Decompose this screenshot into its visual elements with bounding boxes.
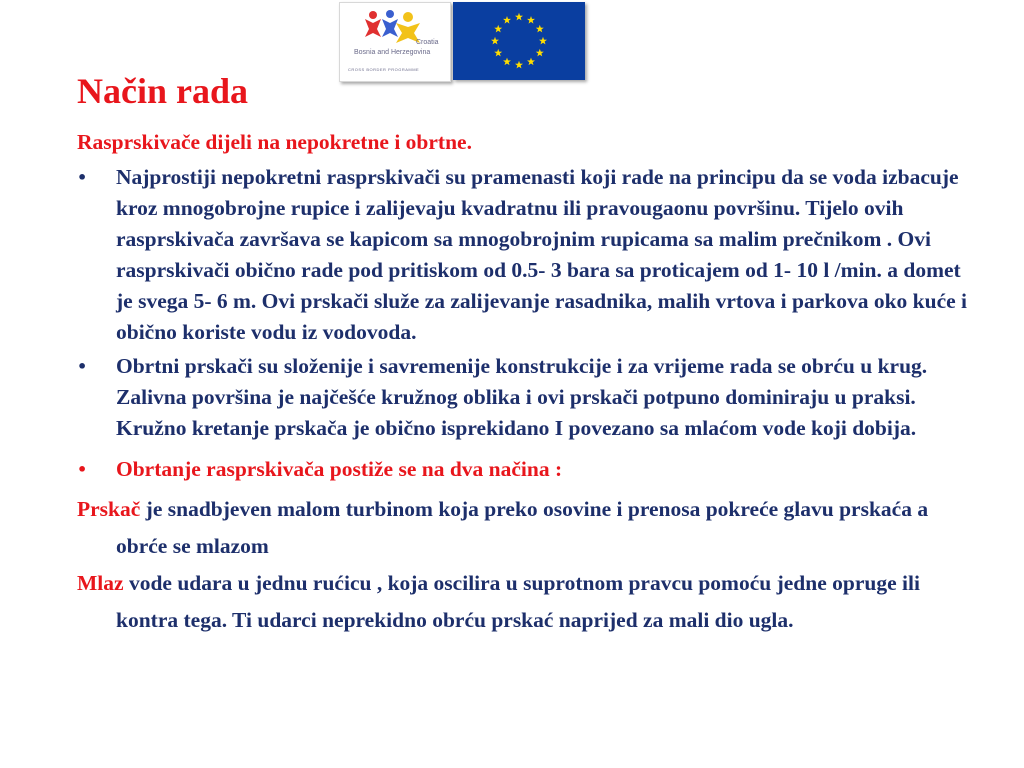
eu-star-icon (527, 58, 535, 66)
eu-star-icon (503, 16, 511, 24)
eu-star-icon (515, 61, 523, 69)
bullet-item (77, 454, 977, 485)
eu-star-icon (515, 13, 523, 21)
eu-flag-logo (453, 2, 585, 80)
paragraph-prskac-text: je snadbjeven malom turbinom koja preko osovine i prenosa pokreće glavu prskaća a obrće se mlazom (116, 497, 929, 558)
bullet-icon: • (77, 168, 88, 187)
bullet-text: Obrtanje rasprskivača postiže se na dva načina : (116, 457, 563, 481)
bullet-item (77, 351, 977, 444)
paragraph-mlaz-text: vode udara u jednu rućicu , koja oscilira u suprotnom pravcu pomoću jedne opruge ili kontra tega. Ti udarci neprekidno obrću prskać naprijed za mali dio ugla. (116, 571, 920, 632)
eu-star-icon (536, 25, 544, 33)
term-mlaz: Mlaz (77, 571, 124, 595)
bullet-icon: • (77, 460, 88, 479)
term-prskac: Prskač (77, 497, 141, 521)
paragraph-prskac (77, 491, 977, 565)
logo-text-croatia: Croatia (416, 39, 439, 46)
bullet-text: Obrtni prskači su složenije i savremenije konstrukcije i za vrijeme rada se obrću u krug. Zalivna površina je najčešće kružnog oblika i ovi prskači potpuno dominiraju u praksi. Kružno kretanje prskača je obično isprekidano I povezano sa mlaćom vode koji dobija. (116, 354, 928, 440)
slide-title: Način rada (77, 71, 248, 111)
slide-subtitle: Rasprskivače dijeli na nepokretne i obrtne. (77, 130, 472, 154)
eu-stars-icon (453, 2, 585, 80)
eu-star-icon (503, 58, 511, 66)
logo-text-bih: Bosnia and Herzegovina (354, 49, 431, 56)
bullet-icon: • (77, 357, 88, 376)
slide-content (77, 127, 977, 639)
eu-star-icon (539, 37, 547, 45)
bullet-item (77, 162, 977, 348)
eu-star-icon (536, 49, 544, 57)
eu-star-icon (491, 37, 499, 45)
eu-star-icon (527, 16, 535, 24)
eu-star-icon (494, 49, 502, 57)
cross-border-logo (339, 2, 451, 82)
logo-text-programme: CROSS BORDER PROGRAMME (348, 67, 420, 72)
eu-star-icon (494, 25, 502, 33)
paragraph-mlaz (77, 565, 977, 639)
bullet-text: Najprostiji nepokretni rasprskivači su pramenasti koji rade na principu da se voda izbacuje kroz mnogobrojne rupice i zalijevaju kvadratnu ili pravougaonu površinu. Tijelo ovih rasprskivača završava se kapicom sa mnogobrojnim rupicama sa malim prečnikom . Ovi rasprskivači obično rade pod pritiskom od 0.5- 3 bara sa proticajem od 1- 10 l /min. a domet je svega 5- 6 m. Ovi prskači služe za zalijevanje rasadnika, malih vrtova i parkova oko kuće i obično koriste vodu iz vodovoda. (116, 165, 968, 344)
